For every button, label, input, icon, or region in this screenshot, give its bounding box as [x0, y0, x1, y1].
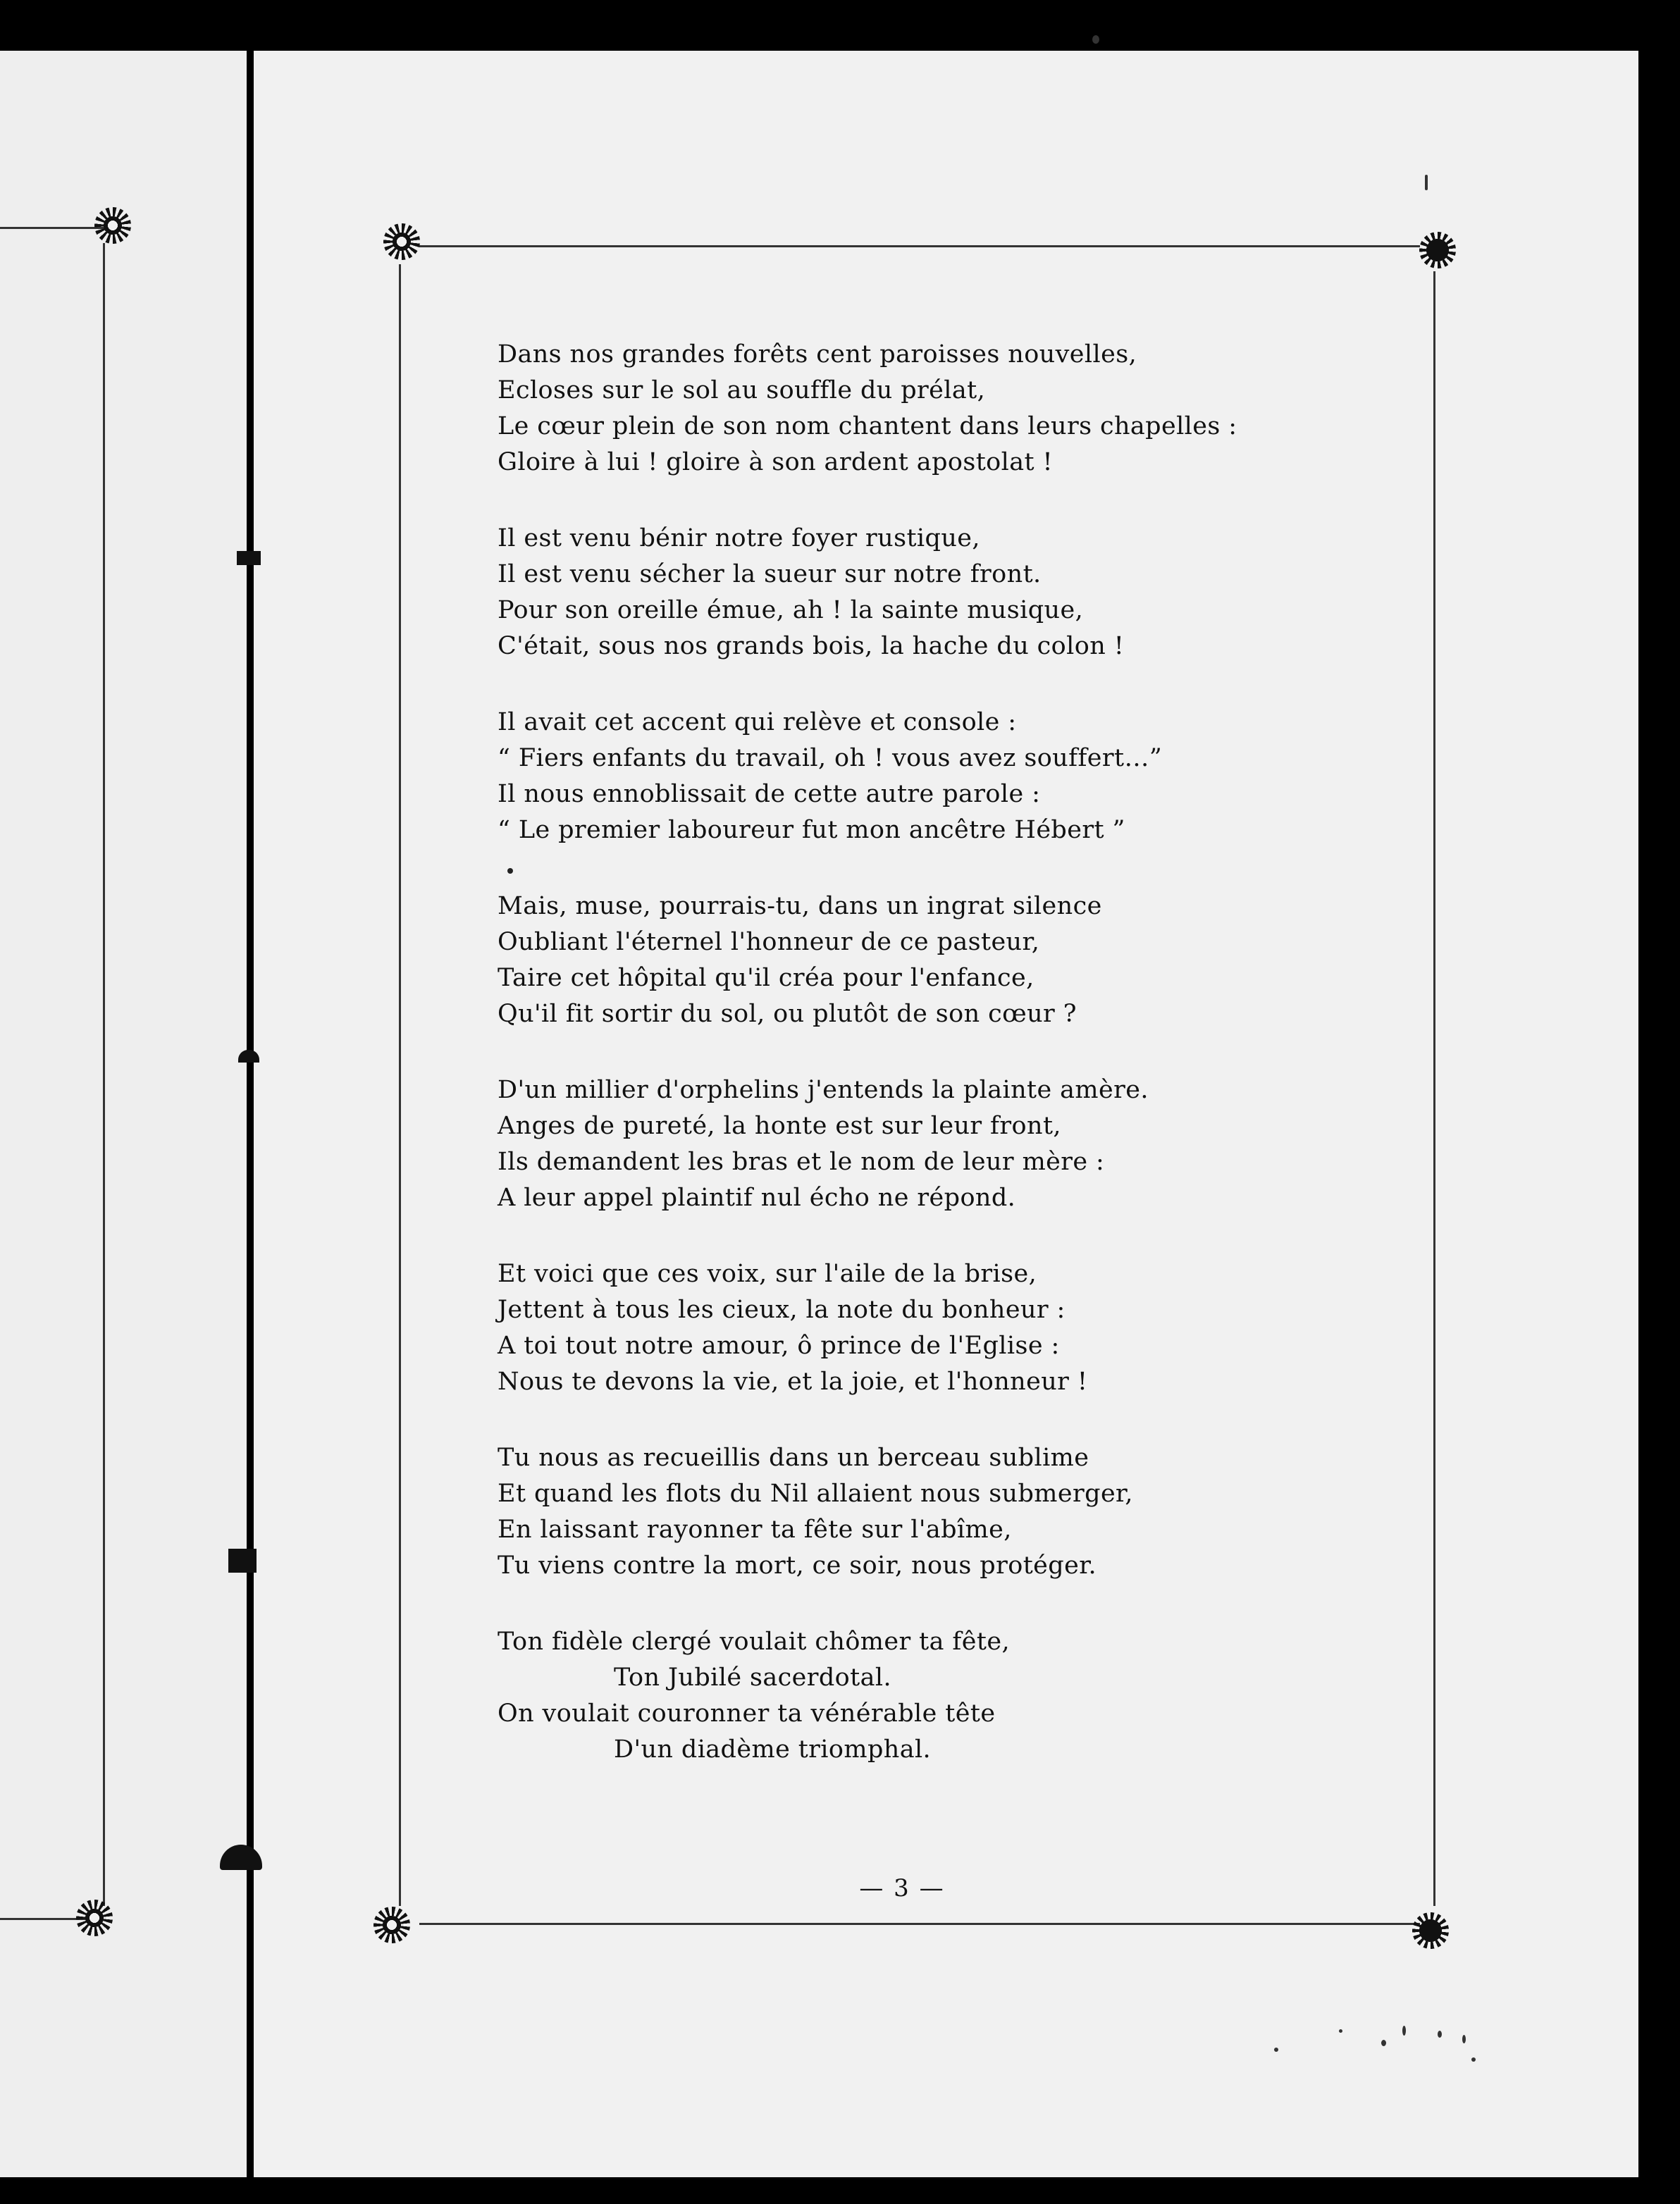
stanza-4 [498, 889, 1378, 1032]
stanza-2 [498, 521, 1378, 664]
verse-line: Ton Jubilé sacerdotal. [614, 1664, 891, 1692]
binding-clip [228, 1549, 257, 1573]
verse-line: “ Fiers enfants du travail, oh ! vous avez souffert…” [498, 744, 1163, 772]
left-page [0, 0, 252, 2177]
frame-top [419, 245, 1420, 247]
scan-speck [1381, 2040, 1386, 2046]
top-border [0, 0, 1680, 51]
verse-line: Jettent à tous les cieux, la note du bonheur : [498, 1296, 1066, 1324]
stanza-7 [498, 1440, 1378, 1584]
frame-left [399, 264, 401, 1906]
verse-line: Taire cet hôpital qu'il créa pour l'enfance, [498, 964, 1034, 992]
scan-speck [1092, 35, 1099, 44]
verse-line: Il avait cet accent qui relève et console : [498, 708, 1017, 736]
frame-top-left-rosette-icon [383, 223, 420, 260]
left-frame-bottom [0, 1918, 88, 1920]
scan-speck [1425, 175, 1428, 190]
scan-speck [1471, 2057, 1476, 2062]
verse-line: Ecloses sur le sol au souffle du prélat, [498, 376, 986, 404]
verse-line: En laissant rayonner ta fête sur l'abîme, [498, 1516, 1012, 1544]
verse-line: Oubliant l'éternel l'honneur de ce pasteur, [498, 928, 1040, 956]
verse-line: Ton fidèle clergé voulait chômer ta fête, [498, 1628, 1010, 1656]
scan-speck [1274, 2048, 1278, 2052]
scan-speck [1438, 2031, 1442, 2038]
stanza-3 [498, 705, 1378, 848]
verse-line: Nous te devons la vie, et la joie, et l'honneur ! [498, 1368, 1088, 1396]
verse-line: On voulait couronner ta vénérable tête [498, 1700, 996, 1728]
verse-line: Qu'il fit sortir du sol, ou plutôt de son cœur ? [498, 1000, 1077, 1028]
frame-bottom [419, 1923, 1420, 1925]
poem [498, 337, 1378, 1808]
verse-line: A toi tout notre amour, ô prince de l'Eglise : [498, 1332, 1060, 1360]
frame-bottom-right-rosette-icon [1412, 1912, 1449, 1949]
verse-line: Le cœur plein de son nom chantent dans leurs chapelles : [498, 412, 1237, 440]
verse-line: Et voici que ces voix, sur l'aile de la brise, [498, 1260, 1037, 1288]
verse-line: Il nous ennoblissait de cette autre parole : [498, 780, 1041, 808]
bottom-border [0, 2177, 1680, 2204]
left-frame-top [0, 227, 106, 229]
stanza-5 [498, 1072, 1378, 1216]
left-frame-right [103, 243, 105, 1906]
verse-line: D'un diadème triomphal. [614, 1735, 932, 1764]
verse-line: Il est venu sécher la sueur sur notre front. [498, 560, 1042, 588]
verse-line: Ils demandent les bras et le nom de leur mère : [498, 1148, 1105, 1176]
stray-dot [507, 868, 513, 874]
stanza-6 [498, 1256, 1378, 1400]
left-bottom-rosette-icon [76, 1900, 113, 1936]
frame-top-right-rosette-icon [1419, 232, 1456, 268]
stanza-1 [498, 337, 1378, 481]
verse-line: Tu viens contre la mort, ce soir, nous protéger. [498, 1552, 1097, 1580]
verse-line: Anges de pureté, la honte est sur leur front, [498, 1112, 1061, 1140]
verse-line: Tu nous as recueillis dans un berceau sublime [498, 1444, 1089, 1472]
verse-line: Dans nos grandes forêts cent paroisses nouvelles, [498, 340, 1137, 369]
right-border [1638, 0, 1680, 2204]
page-number: — 3 — [859, 1874, 945, 1902]
verse-line: Il est venu bénir notre foyer rustique, [498, 524, 980, 552]
frame-right [1433, 271, 1435, 1906]
scan-speck [1339, 2029, 1342, 2033]
verse-line: C'était, sous nos grands bois, la hache du colon ! [498, 632, 1125, 660]
binding-clip [237, 551, 261, 565]
scan-speck [1462, 2035, 1466, 2043]
verse-line: D'un millier d'orphelins j'entends la plainte amère. [498, 1076, 1149, 1104]
verse-line: “ Le premier laboureur fut mon ancêtre Hébert ” [498, 816, 1125, 844]
verse-line: Mais, muse, pourrais-tu, dans un ingrat silence [498, 892, 1102, 920]
frame-bottom-left-rosette-icon [373, 1907, 410, 1943]
verse-line: Pour son oreille émue, ah ! la sainte musique, [498, 596, 1084, 624]
stanza-8 [498, 1624, 1378, 1768]
verse-line: Gloire à lui ! gloire à son ardent apostolat ! [498, 448, 1053, 476]
left-top-rosette-icon [94, 207, 131, 244]
verse-line: A leur appel plaintif nul écho ne répond. [498, 1184, 1016, 1212]
scan-speck [1402, 2026, 1406, 2036]
verse-line: Et quand les flots du Nil allaient nous submerger, [498, 1480, 1133, 1508]
